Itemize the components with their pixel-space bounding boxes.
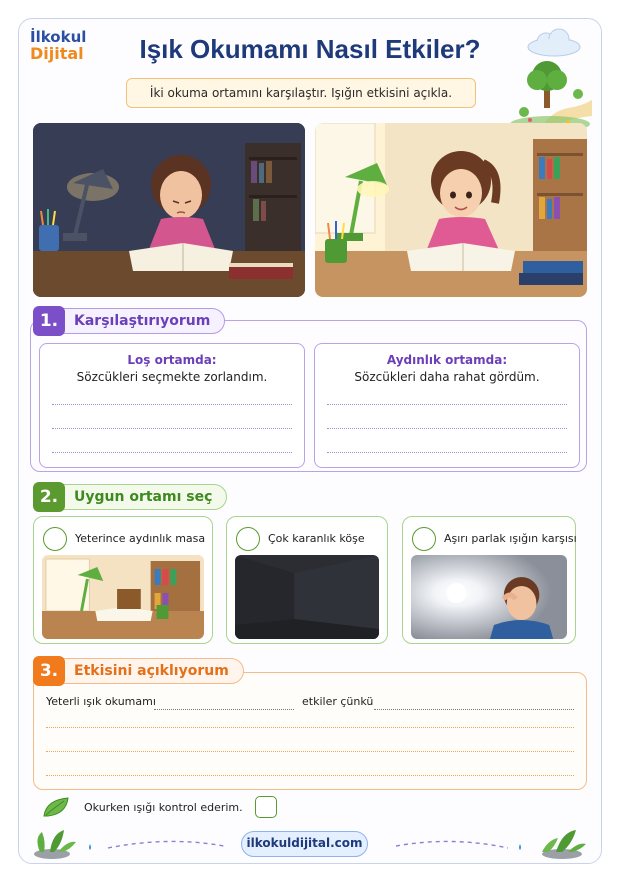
dim-card-title: Loş ortamda:: [127, 353, 217, 367]
dim-comparison-card: [39, 343, 305, 468]
option-label: Yeterince aydınlık masa: [75, 532, 206, 545]
self-check-checkbox[interactable]: [255, 796, 277, 818]
answer-line[interactable]: [52, 404, 292, 405]
website-badge[interactable]: ilkokuldijital.com: [241, 831, 368, 857]
answer-line[interactable]: [327, 452, 567, 453]
logo-top-text: İlkokul: [30, 28, 87, 46]
answer-line[interactable]: [327, 404, 567, 405]
answer-line[interactable]: [52, 452, 292, 453]
option-radio[interactable]: [236, 527, 260, 551]
section-3-header: [33, 656, 244, 686]
answer-line[interactable]: [46, 775, 574, 776]
page-title: Işık Okumamı Nasıl Etkiler?: [139, 34, 481, 64]
section-2-title: Uygun ortamı seç: [61, 484, 227, 510]
section-3-frame: [33, 672, 587, 790]
section-2-number: 2.: [33, 482, 65, 512]
option-card-bright-glare[interactable]: [402, 516, 576, 644]
answer-line[interactable]: [46, 751, 574, 752]
sprout-right-icon: [392, 824, 592, 860]
section-3-title: Etkisini açıklıyorum: [61, 658, 244, 684]
section-2-header: [33, 482, 227, 512]
self-check-row: [42, 796, 277, 818]
dark-corner-image: [235, 555, 379, 639]
section-1-number: 1.: [33, 306, 65, 336]
bright-comparison-card: [314, 343, 580, 468]
tree-path-icon: [508, 52, 592, 134]
option-label: Çok karanlık köşe: [268, 532, 365, 545]
section-1-title: Karşılaştırıyorum: [61, 308, 225, 334]
self-check-label: Okurken ışığı kontrol ederim.: [84, 800, 243, 814]
explanation-prompt-mid: etkiler çünkü: [302, 695, 374, 708]
answer-line[interactable]: [52, 428, 292, 429]
section-3-number: 3.: [33, 656, 65, 686]
dim-reading-photo: [33, 123, 305, 297]
sprout-left-icon: [28, 824, 228, 860]
leaf-icon: [42, 796, 70, 818]
explanation-prompt-start: Yeterli ışık okumamı: [46, 695, 156, 708]
option-radio[interactable]: [43, 527, 67, 551]
bright-reading-photo: [315, 123, 587, 297]
brand-logo: [30, 30, 86, 63]
answer-blank[interactable]: [374, 709, 574, 710]
option-card-dark-corner[interactable]: [226, 516, 388, 644]
section-1-header: [33, 306, 225, 336]
option-card-bright-desk[interactable]: [33, 516, 213, 644]
instruction-banner: İki okuma ortamını karşılaştır. Işığın etkisini açıkla.: [126, 78, 476, 108]
bright-card-text: Sözcükleri daha rahat gördüm.: [354, 370, 540, 384]
bright-card-title: Aydınlık ortamda:: [386, 353, 508, 367]
answer-blank[interactable]: [154, 709, 294, 710]
option-radio[interactable]: [412, 527, 436, 551]
bright-desk-image: [42, 555, 204, 639]
dim-card-text: Sözcükleri seçmekte zorlandım.: [76, 370, 268, 384]
answer-line[interactable]: [327, 428, 567, 429]
glare-image: [411, 555, 567, 639]
answer-line[interactable]: [46, 727, 574, 728]
logo-bottom-text: Dijital: [30, 43, 84, 63]
option-label: Aşırı parlak ışığın karşısı: [444, 532, 577, 545]
